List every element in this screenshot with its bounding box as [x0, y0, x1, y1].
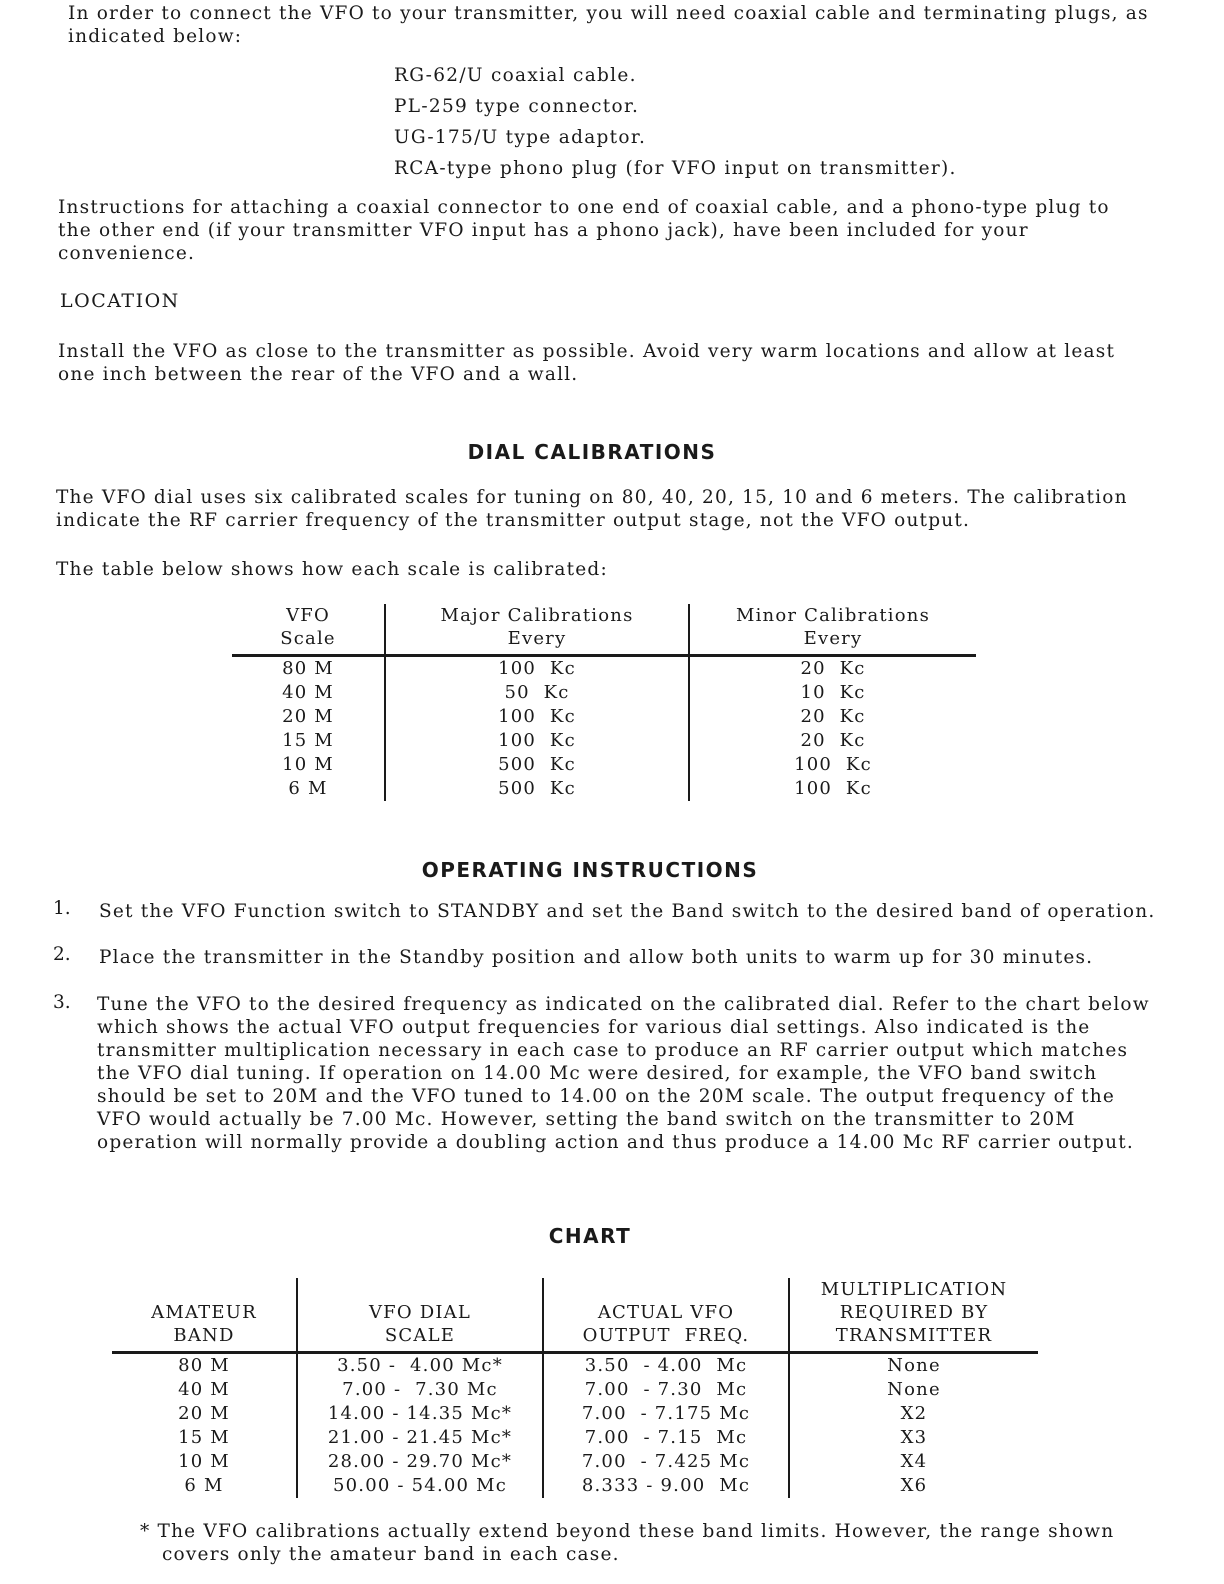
step-text-2: Place the transmitter in the Standby position and allow both units to warm up for 30 minutes. [99, 947, 1094, 968]
multiplication-cell: X2 [900, 1403, 928, 1424]
col-major-calibrations: Major Calibrations Every [385, 604, 689, 656]
vfo-chart-body [112, 1353, 1038, 1499]
output-freq-cell: 7.00 - 7.425 Mc [543, 1450, 789, 1474]
vfo-scale-cell: 20 M [232, 705, 385, 729]
dial-scale-cell: 21.00 - 21.45 Mc* [297, 1426, 543, 1450]
col-vfo-scale: VFO Scale [232, 604, 385, 656]
dial-scale-cell: 50.00 - 54.00 Mc [297, 1474, 543, 1498]
minor-calibration-cell: 20 Kc [800, 706, 866, 727]
output-freq-cell: 7.00 - 7.15 Mc [543, 1426, 789, 1450]
vfo-scale-cell: 10 M [232, 753, 385, 777]
minor-calibration-cell: 100 Kc [794, 778, 872, 799]
calibration-table-row [232, 729, 976, 753]
amateur-band-cell: 10 M [112, 1450, 297, 1474]
table-intro: The table below shows how each scale is calibrated: [56, 559, 608, 580]
calibration-table-row [232, 777, 976, 801]
vfo-chart-header [112, 1278, 1038, 1353]
part-item-cable: RG-62/U coaxial cable. [394, 65, 637, 86]
dial-scale-cell: 14.00 - 14.35 Mc* [297, 1402, 543, 1426]
minor-calibration-cell: 100 Kc [794, 754, 872, 775]
parts-list [394, 60, 957, 184]
dial-scale-cell: 3.50 - 4.00 Mc* [297, 1353, 543, 1379]
step-number-2: 2. [53, 944, 71, 965]
operating-instructions-heading: OPERATING INSTRUCTIONS [421, 858, 759, 882]
major-calibration-cell: 100 Kc [385, 729, 689, 753]
col-minor-calibrations: Minor Calibrations Every [689, 604, 976, 656]
chart-heading: CHART [548, 1224, 632, 1248]
calibration-table [232, 604, 976, 801]
intro-paragraph: In order to connect the VFO to your transmitter, you will need coaxial cable and terminating plugs, as indicated below: [68, 3, 1149, 47]
calibration-table-row [232, 656, 976, 682]
major-calibration-cell: 100 Kc [385, 656, 689, 682]
location-heading: LOCATION [60, 290, 180, 312]
major-calibration-cell: 500 Kc [385, 777, 689, 801]
multiplication-cell: X4 [900, 1451, 928, 1472]
calibration-table-header [232, 604, 976, 656]
vfo-scale-cell: 15 M [232, 729, 385, 753]
multiplication-cell: None [887, 1355, 941, 1376]
dial-calibrations-heading: DIAL CALIBRATIONS [467, 440, 717, 464]
major-calibration-cell: 50 Kc [385, 681, 689, 705]
vfo-chart-row [112, 1426, 1038, 1450]
dial-scale-cell: 7.00 - 7.30 Mc [297, 1378, 543, 1402]
part-item-phono-plug: RCA-type phono plug (for VFO input on transmitter). [394, 158, 957, 179]
step-number-3: 3. [53, 992, 71, 1013]
multiplication-cell: None [887, 1379, 941, 1400]
amateur-band-cell: 80 M [112, 1353, 297, 1379]
col-actual-vfo-output: ACTUAL VFO OUTPUT FREQ. [543, 1278, 789, 1353]
amateur-band-cell: 15 M [112, 1426, 297, 1450]
step-text-1: Set the VFO Function switch to STANDBY and set the Band switch to the desired band of operation. [99, 901, 1156, 922]
chart-footnote: * The VFO calibrations actually extend beyond these band limits. However, the range shown covers only the amateur band in each case. [140, 1521, 1115, 1565]
vfo-chart-table [112, 1278, 1038, 1498]
calibration-table-row [232, 705, 976, 729]
minor-calibration-cell: 20 Kc [800, 658, 866, 679]
amateur-band-cell: 6 M [112, 1474, 297, 1498]
minor-calibration-cell: 20 Kc [800, 730, 866, 751]
step-number-1: 1. [53, 898, 71, 919]
major-calibration-cell: 500 Kc [385, 753, 689, 777]
vfo-scale-cell: 40 M [232, 681, 385, 705]
dial-scale-cell: 28.00 - 29.70 Mc* [297, 1450, 543, 1474]
col-amateur-band: AMATEUR BAND [112, 1278, 297, 1353]
vfo-chart-row [112, 1450, 1038, 1474]
instructions-paragraph: Instructions for attaching a coaxial connector to one end of coaxial cable, and a phono-type plug to the other end (if your transmitter VFO input has a phono jack), have been included for your convenience. [58, 197, 1110, 264]
col-multiplication: MULTIPLICATION REQUIRED BY TRANSMITTER [789, 1278, 1038, 1353]
output-freq-cell: 3.50 - 4.00 Mc [543, 1353, 789, 1379]
location-paragraph: Install the VFO as close to the transmitter as possible. Avoid very warm locations and allow at least one inch between the rear of the VFO and a wall. [58, 341, 1116, 385]
amateur-band-cell: 20 M [112, 1402, 297, 1426]
vfo-scale-cell: 6 M [232, 777, 385, 801]
multiplication-cell: X3 [900, 1427, 928, 1448]
multiplication-cell: X6 [900, 1475, 928, 1496]
major-calibration-cell: 100 Kc [385, 705, 689, 729]
output-freq-cell: 8.333 - 9.00 Mc [543, 1474, 789, 1498]
col-vfo-dial-scale: VFO DIAL SCALE [297, 1278, 543, 1353]
vfo-chart-row [112, 1353, 1038, 1379]
part-item-connector: PL-259 type connector. [394, 96, 640, 117]
vfo-scale-cell: 80 M [232, 656, 385, 682]
output-freq-cell: 7.00 - 7.175 Mc [543, 1402, 789, 1426]
amateur-band-cell: 40 M [112, 1378, 297, 1402]
calibration-table-body [232, 656, 976, 802]
calibration-table-row [232, 753, 976, 777]
minor-calibration-cell: 10 Kc [800, 682, 866, 703]
output-freq-cell: 7.00 - 7.30 Mc [543, 1378, 789, 1402]
vfo-chart-row [112, 1378, 1038, 1402]
part-item-adaptor: UG-175/U type adaptor. [394, 127, 647, 148]
vfo-chart-row [112, 1402, 1038, 1426]
step-text-3: Tune the VFO to the desired frequency as indicated on the calibrated dial. Refer to the chart below which shows the actual VFO output frequencies for various dial settings. Also indicated is the transmitter multiplication necessary in each case to produce an RF carrier output which matches the VFO dial tuning. If operation on 14.00 Mc were desired, for example, the VFO band switch should be set to 20M and the VFO tuned to 14.00 on the 20M scale. The output frequency of the VFO would actually be 7.00 Mc. However, setting the band switch on the transmitter to 20M operation will normally provide a doubling action and thus produce a 14.00 Mc RF carrier output. [97, 994, 1150, 1153]
dial-paragraph: The VFO dial uses six calibrated scales for tuning on 80, 40, 20, 15, 10 and 6 meters. The calibration indicate the RF carrier frequency of the transmitter output stage, not the VFO output. [56, 487, 1128, 531]
calibration-table-row [232, 681, 976, 705]
vfo-chart-row [112, 1474, 1038, 1498]
